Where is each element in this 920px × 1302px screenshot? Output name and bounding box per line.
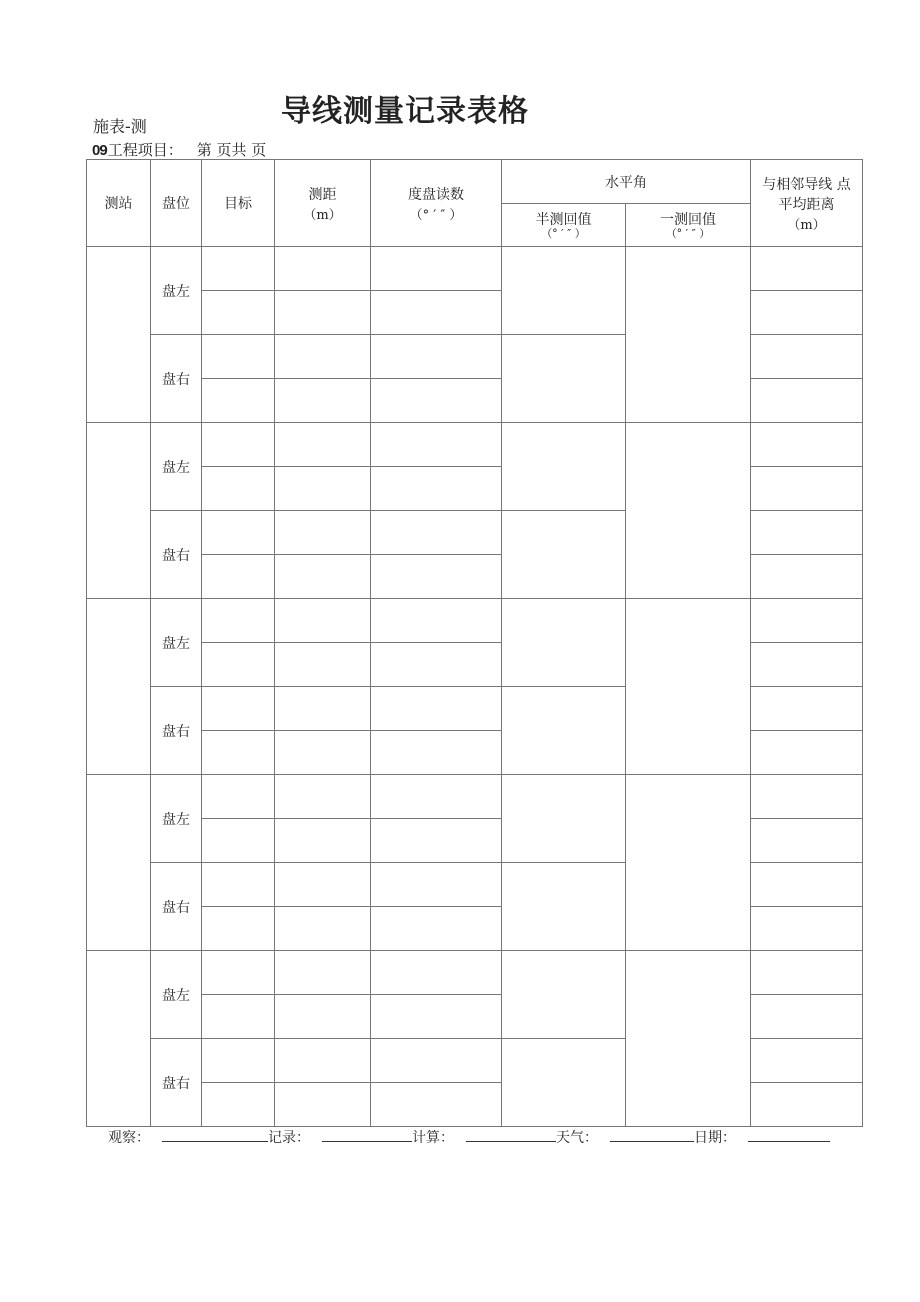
circle-reading-cell[interactable] bbox=[371, 247, 502, 291]
avg-distance-cell[interactable] bbox=[751, 819, 863, 863]
table-row bbox=[87, 247, 863, 291]
weather-label: 天气： bbox=[556, 1130, 598, 1146]
header-avg-line1: 与相邻导线 点 bbox=[762, 176, 851, 193]
target-cell[interactable] bbox=[202, 995, 275, 1039]
header-avg-line2: 平均距离 bbox=[778, 196, 835, 213]
one-round-cell[interactable] bbox=[626, 775, 751, 951]
circle-reading-cell[interactable] bbox=[371, 819, 502, 863]
survey-table bbox=[86, 159, 863, 1127]
header-half-round bbox=[502, 204, 626, 247]
distance-cell[interactable] bbox=[275, 379, 371, 423]
target-cell[interactable] bbox=[202, 863, 275, 907]
circle-reading-cell[interactable] bbox=[371, 863, 502, 907]
avg-distance-cell[interactable] bbox=[751, 291, 863, 335]
half-round-cell[interactable] bbox=[502, 1039, 626, 1127]
station-cell[interactable] bbox=[87, 247, 151, 423]
distance-cell[interactable] bbox=[275, 775, 371, 819]
avg-distance-cell[interactable] bbox=[751, 467, 863, 511]
target-cell[interactable] bbox=[202, 1039, 275, 1083]
avg-distance-cell[interactable] bbox=[751, 775, 863, 819]
circle-reading-cell[interactable] bbox=[371, 687, 502, 731]
circle-reading-cell[interactable] bbox=[371, 1083, 502, 1127]
date-field[interactable] bbox=[748, 1127, 830, 1142]
position-right-cell: 盘右 bbox=[151, 511, 202, 599]
half-round-cell[interactable] bbox=[502, 863, 626, 951]
circle-reading-cell[interactable] bbox=[371, 1039, 502, 1083]
circle-reading-cell[interactable] bbox=[371, 379, 502, 423]
header-distance bbox=[275, 160, 371, 247]
target-cell[interactable] bbox=[202, 643, 275, 687]
signature-footer bbox=[108, 1127, 830, 1147]
header-distance-label: 测距 bbox=[308, 186, 337, 203]
recorder-label: 记录： bbox=[268, 1130, 310, 1146]
header-circle-reading bbox=[371, 160, 502, 247]
circle-reading-cell[interactable] bbox=[371, 511, 502, 555]
avg-distance-cell[interactable] bbox=[751, 687, 863, 731]
calculator-label: 计算： bbox=[412, 1130, 454, 1146]
project-label: 工程项目： bbox=[107, 141, 183, 159]
target-cell[interactable] bbox=[202, 467, 275, 511]
target-cell[interactable] bbox=[202, 599, 275, 643]
circle-reading-cell[interactable] bbox=[371, 467, 502, 511]
circle-reading-cell[interactable] bbox=[371, 643, 502, 687]
header-horizontal-angle: 水平角 bbox=[502, 160, 751, 204]
table-row bbox=[87, 423, 863, 467]
distance-cell[interactable] bbox=[275, 995, 371, 1039]
observer-field[interactable] bbox=[162, 1127, 268, 1142]
avg-distance-cell[interactable] bbox=[751, 1083, 863, 1127]
table-row bbox=[87, 775, 863, 819]
weather-field[interactable] bbox=[610, 1127, 694, 1142]
station-cell[interactable] bbox=[87, 423, 151, 599]
header-circle-unit: （° ′ ″ ） bbox=[409, 207, 463, 223]
position-right-cell: 盘右 bbox=[151, 1039, 202, 1127]
avg-distance-cell[interactable] bbox=[751, 1039, 863, 1083]
table-row bbox=[87, 599, 863, 643]
half-round-cell[interactable] bbox=[502, 775, 626, 863]
target-cell[interactable] bbox=[202, 775, 275, 819]
avg-distance-cell[interactable] bbox=[751, 247, 863, 291]
target-cell[interactable] bbox=[202, 951, 275, 995]
target-cell[interactable] bbox=[202, 731, 275, 775]
avg-distance-cell[interactable] bbox=[751, 511, 863, 555]
distance-cell[interactable] bbox=[275, 731, 371, 775]
header-half-round-unit: （° ′ ″ ） bbox=[541, 226, 586, 240]
header-avg-distance bbox=[751, 160, 863, 247]
position-right-cell: 盘右 bbox=[151, 863, 202, 951]
one-round-cell[interactable] bbox=[626, 423, 751, 599]
distance-cell[interactable] bbox=[275, 511, 371, 555]
position-left-cell: 盘左 bbox=[151, 599, 202, 687]
distance-cell[interactable] bbox=[275, 467, 371, 511]
form-code: 施表-测 bbox=[93, 117, 147, 136]
calculator-field[interactable] bbox=[466, 1127, 556, 1142]
circle-reading-cell[interactable] bbox=[371, 291, 502, 335]
position-left-cell: 盘左 bbox=[151, 951, 202, 1039]
one-round-cell[interactable] bbox=[626, 599, 751, 775]
header-avg-unit: （m） bbox=[787, 217, 826, 233]
avg-distance-cell[interactable] bbox=[751, 863, 863, 907]
distance-cell[interactable] bbox=[275, 291, 371, 335]
date-label: 日期： bbox=[694, 1130, 736, 1146]
circle-reading-cell[interactable] bbox=[371, 555, 502, 599]
distance-cell[interactable] bbox=[275, 555, 371, 599]
target-cell[interactable] bbox=[202, 687, 275, 731]
station-cell[interactable] bbox=[87, 951, 151, 1127]
header-one-round-label: 一测回值 bbox=[660, 211, 716, 228]
distance-cell[interactable] bbox=[275, 1039, 371, 1083]
header-position: 盘位 bbox=[151, 160, 202, 247]
recorder-field[interactable] bbox=[322, 1127, 412, 1142]
position-left-cell: 盘左 bbox=[151, 423, 202, 511]
avg-distance-cell[interactable] bbox=[751, 643, 863, 687]
header-target: 目标 bbox=[202, 160, 275, 247]
circle-reading-cell[interactable] bbox=[371, 599, 502, 643]
target-cell[interactable] bbox=[202, 335, 275, 379]
header-one-round-unit: （° ′ ″ ） bbox=[665, 226, 711, 240]
target-cell[interactable] bbox=[202, 423, 275, 467]
avg-distance-cell[interactable] bbox=[751, 599, 863, 643]
position-left-cell: 盘左 bbox=[151, 247, 202, 335]
half-round-cell[interactable] bbox=[502, 599, 626, 687]
position-left-cell: 盘左 bbox=[151, 775, 202, 863]
avg-distance-cell[interactable] bbox=[751, 335, 863, 379]
avg-distance-cell[interactable] bbox=[751, 995, 863, 1039]
header-half-round-label: 半测回值 bbox=[535, 211, 592, 228]
position-right-cell: 盘右 bbox=[151, 335, 202, 423]
header-distance-unit: （m） bbox=[303, 207, 342, 223]
avg-distance-cell[interactable] bbox=[751, 555, 863, 599]
station-cell[interactable] bbox=[87, 775, 151, 951]
header-one-round bbox=[626, 204, 751, 247]
circle-reading-cell[interactable] bbox=[371, 951, 502, 995]
distance-cell[interactable] bbox=[275, 1083, 371, 1127]
circle-reading-cell[interactable] bbox=[371, 775, 502, 819]
form-code-line2 bbox=[92, 139, 266, 160]
half-round-cell[interactable] bbox=[502, 423, 626, 511]
distance-cell[interactable] bbox=[275, 863, 371, 907]
distance-cell[interactable] bbox=[275, 951, 371, 995]
avg-distance-cell[interactable] bbox=[751, 907, 863, 951]
half-round-cell[interactable] bbox=[502, 687, 626, 775]
target-cell[interactable] bbox=[202, 819, 275, 863]
header-station: 测站 bbox=[87, 160, 151, 247]
distance-cell[interactable] bbox=[275, 643, 371, 687]
target-cell[interactable] bbox=[202, 907, 275, 951]
page-label: 第 页共 页 bbox=[196, 141, 267, 159]
circle-reading-cell[interactable] bbox=[371, 335, 502, 379]
circle-reading-cell[interactable] bbox=[371, 907, 502, 951]
avg-distance-cell[interactable] bbox=[751, 379, 863, 423]
station-cell[interactable] bbox=[87, 599, 151, 775]
one-round-cell[interactable] bbox=[626, 247, 751, 423]
form-code-number: 09 bbox=[92, 142, 107, 159]
circle-reading-cell[interactable] bbox=[371, 731, 502, 775]
header-circle-label: 度盘读数 bbox=[408, 186, 464, 203]
avg-distance-cell[interactable] bbox=[751, 731, 863, 775]
distance-cell[interactable] bbox=[275, 247, 371, 291]
avg-distance-cell[interactable] bbox=[751, 423, 863, 467]
observer-label: 观察： bbox=[108, 1130, 150, 1146]
table-row bbox=[87, 951, 863, 995]
distance-cell[interactable] bbox=[275, 819, 371, 863]
target-cell[interactable] bbox=[202, 291, 275, 335]
target-cell[interactable] bbox=[202, 511, 275, 555]
half-round-cell[interactable] bbox=[502, 511, 626, 599]
distance-cell[interactable] bbox=[275, 335, 371, 379]
half-round-cell[interactable] bbox=[502, 247, 626, 335]
target-cell[interactable] bbox=[202, 555, 275, 599]
distance-cell[interactable] bbox=[275, 599, 371, 643]
avg-distance-cell[interactable] bbox=[751, 951, 863, 995]
circle-reading-cell[interactable] bbox=[371, 423, 502, 467]
target-cell[interactable] bbox=[202, 247, 275, 291]
one-round-cell[interactable] bbox=[626, 951, 751, 1127]
position-right-cell: 盘右 bbox=[151, 687, 202, 775]
target-cell[interactable] bbox=[202, 379, 275, 423]
distance-cell[interactable] bbox=[275, 423, 371, 467]
form-title: 导线测量记录表格 bbox=[281, 94, 529, 129]
distance-cell[interactable] bbox=[275, 907, 371, 951]
target-cell[interactable] bbox=[202, 1083, 275, 1127]
half-round-cell[interactable] bbox=[502, 951, 626, 1039]
half-round-cell[interactable] bbox=[502, 335, 626, 423]
distance-cell[interactable] bbox=[275, 687, 371, 731]
circle-reading-cell[interactable] bbox=[371, 995, 502, 1039]
